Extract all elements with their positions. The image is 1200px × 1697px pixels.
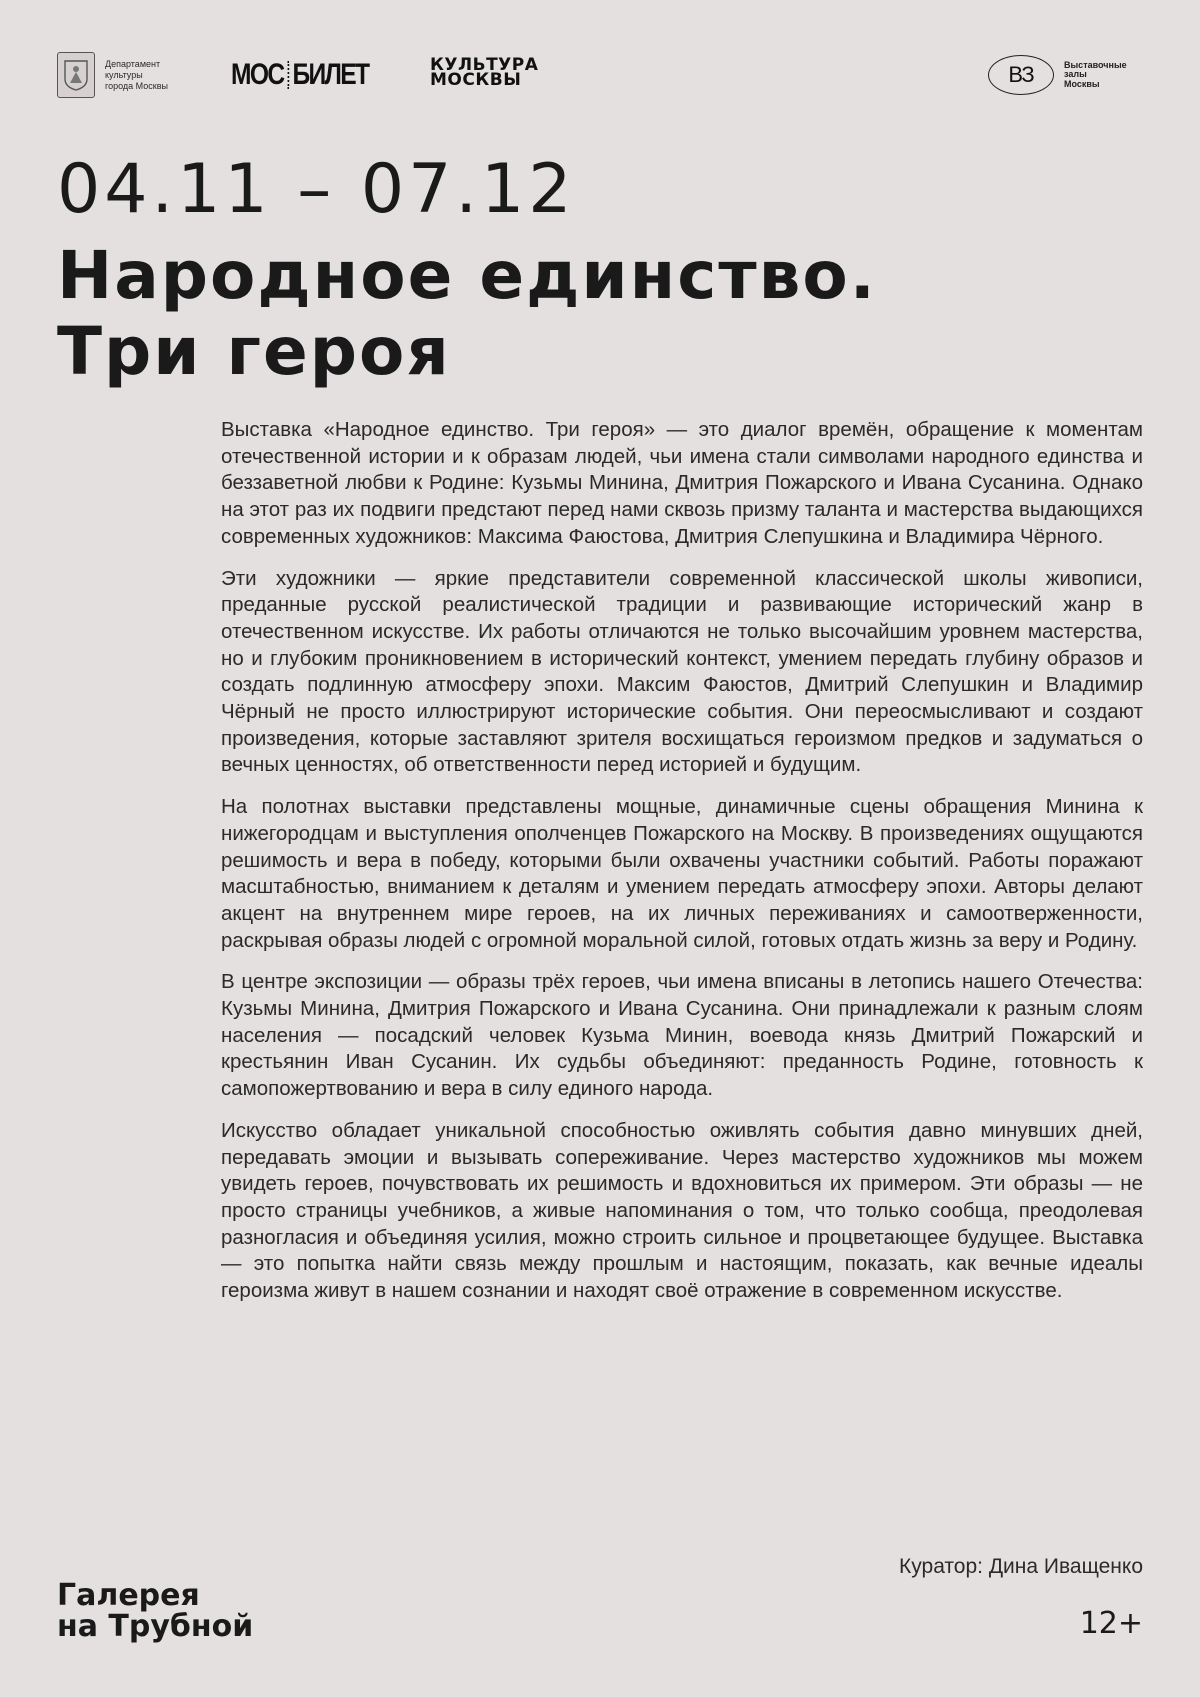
vz-name: Выставочные залы Москвы bbox=[1064, 59, 1127, 89]
paragraph: Искусство обладает уникальной способностью оживлять события давно минувших дней, передавать эмоции и вызывать сопереживание. Через мастерство художников мы можем увидеть героев, почувствовать их решимость и вдохновиться их примером. Эти образы — не просто страницы учебников, а живые напоминания о том, что только сообща, преодолевая разногласия и объединяя усилия, можно строить сильное и процветающее будущее. Выставка — это попытка найти связь между прошлым и настоящим, показать, как вечные идеалы героизма живут в нашем сознании и находят своё отражение в современном искусстве. bbox=[221, 1118, 1143, 1303]
vystavochnye-zaly-logo bbox=[988, 55, 1127, 95]
venue-name: Галерея на Трубной bbox=[57, 1578, 254, 1644]
paragraph: Эти художники — яркие представители современной классической школы живописи, преданные русской реалистической традиции и развивающие исторический жанр в отечественном искусстве. Их работы отличаются не только высочайшим уровнем мастерства, но и глубоким проникновением в исторический контекст, умением передать глубину образов и создать подлинную атмосферу эпохи. Максим Фаюстов, Дмитрий Слепушкин и Владимир Чёрный не просто иллюстрируют исторические события. Они переосмысливают и создают произведения, которые заставляют зрителя восхищаться героизмом предков и задуматься о вечных ценностях, об ответственности перед историей и будущим. bbox=[221, 566, 1143, 777]
exhibition-dates: 04.11 – 07.12 bbox=[57, 150, 576, 229]
exhibition-title bbox=[57, 238, 877, 390]
department-logo bbox=[57, 52, 168, 98]
mosbilet-right: БИЛЕТ bbox=[292, 58, 369, 91]
curator-credit: Куратор: Дина Иващенко bbox=[899, 1555, 1143, 1578]
paragraph: В центре экспозиции — образы трёх героев, чьи имена вписаны в летопись нашего Отечества: Кузьмы Минина, Дмитрия Пожарского и Ивана Сусанина. Они принадлежали к разным слоям населения — посадский человек Кузьма Минин, воевода князь Дмитрий Пожарский и крестьянин Иван Сусанин. Их судьбы объединяют: преданность Родине, готовность к самопожертвованию и вера в силу единого народа. bbox=[221, 970, 1143, 1101]
exhibition-description bbox=[221, 417, 1143, 1320]
mosbilet-left: МОС bbox=[231, 58, 284, 91]
moscow-coat-of-arms-icon bbox=[57, 52, 95, 98]
department-name: Департамент культуры города Москвы bbox=[105, 58, 168, 91]
paragraph: На полотнах выставки представлены мощные, динамичные сцены обращения Минина к нижегородцам и выступления ополченцев Пожарского на Москву. В произведениях ощущаются решимость и вера в победу, которыми были охвачены участники событий. Работы поражают масштабностью, вниманием к деталям и умением передать атмосферу эпохи. Авторы делают акцент на внутреннем мире героев, на их личных переживаниях и самоотверженности, раскрывая образы людей с огромной моральной силой, готовых отдать жизнь за веру и Родину. bbox=[221, 795, 1143, 952]
mosbilet-logo bbox=[231, 57, 368, 93]
vz-mark: ВЗ bbox=[988, 55, 1054, 95]
mosbilet-divider bbox=[288, 61, 290, 89]
logo-bar bbox=[57, 52, 1143, 102]
age-rating: 12+ bbox=[1079, 1606, 1143, 1641]
title-line: Народное единство. bbox=[57, 237, 877, 314]
kultura-moskvy-logo: КУЛЬТУРА МОСКВЫ bbox=[430, 55, 539, 90]
paragraph: Выставка «Народное единство. Три героя» — это диалог времён, обращение к моментам отечественной истории и к образам людей, чьи имена стали символами народного единства и беззаветной любви к Родине: Кузьмы Минина, Дмитрия Пожарского и Ивана Сусанина. Однако на этот раз их подвиги предстают перед нами сквозь призму таланта и мастерства выдающихся современных художников: Максима Фаюстова, Дмитрия Слепушкина и Владимира Чёрного. bbox=[221, 418, 1143, 548]
title-line: Три героя bbox=[57, 313, 451, 390]
